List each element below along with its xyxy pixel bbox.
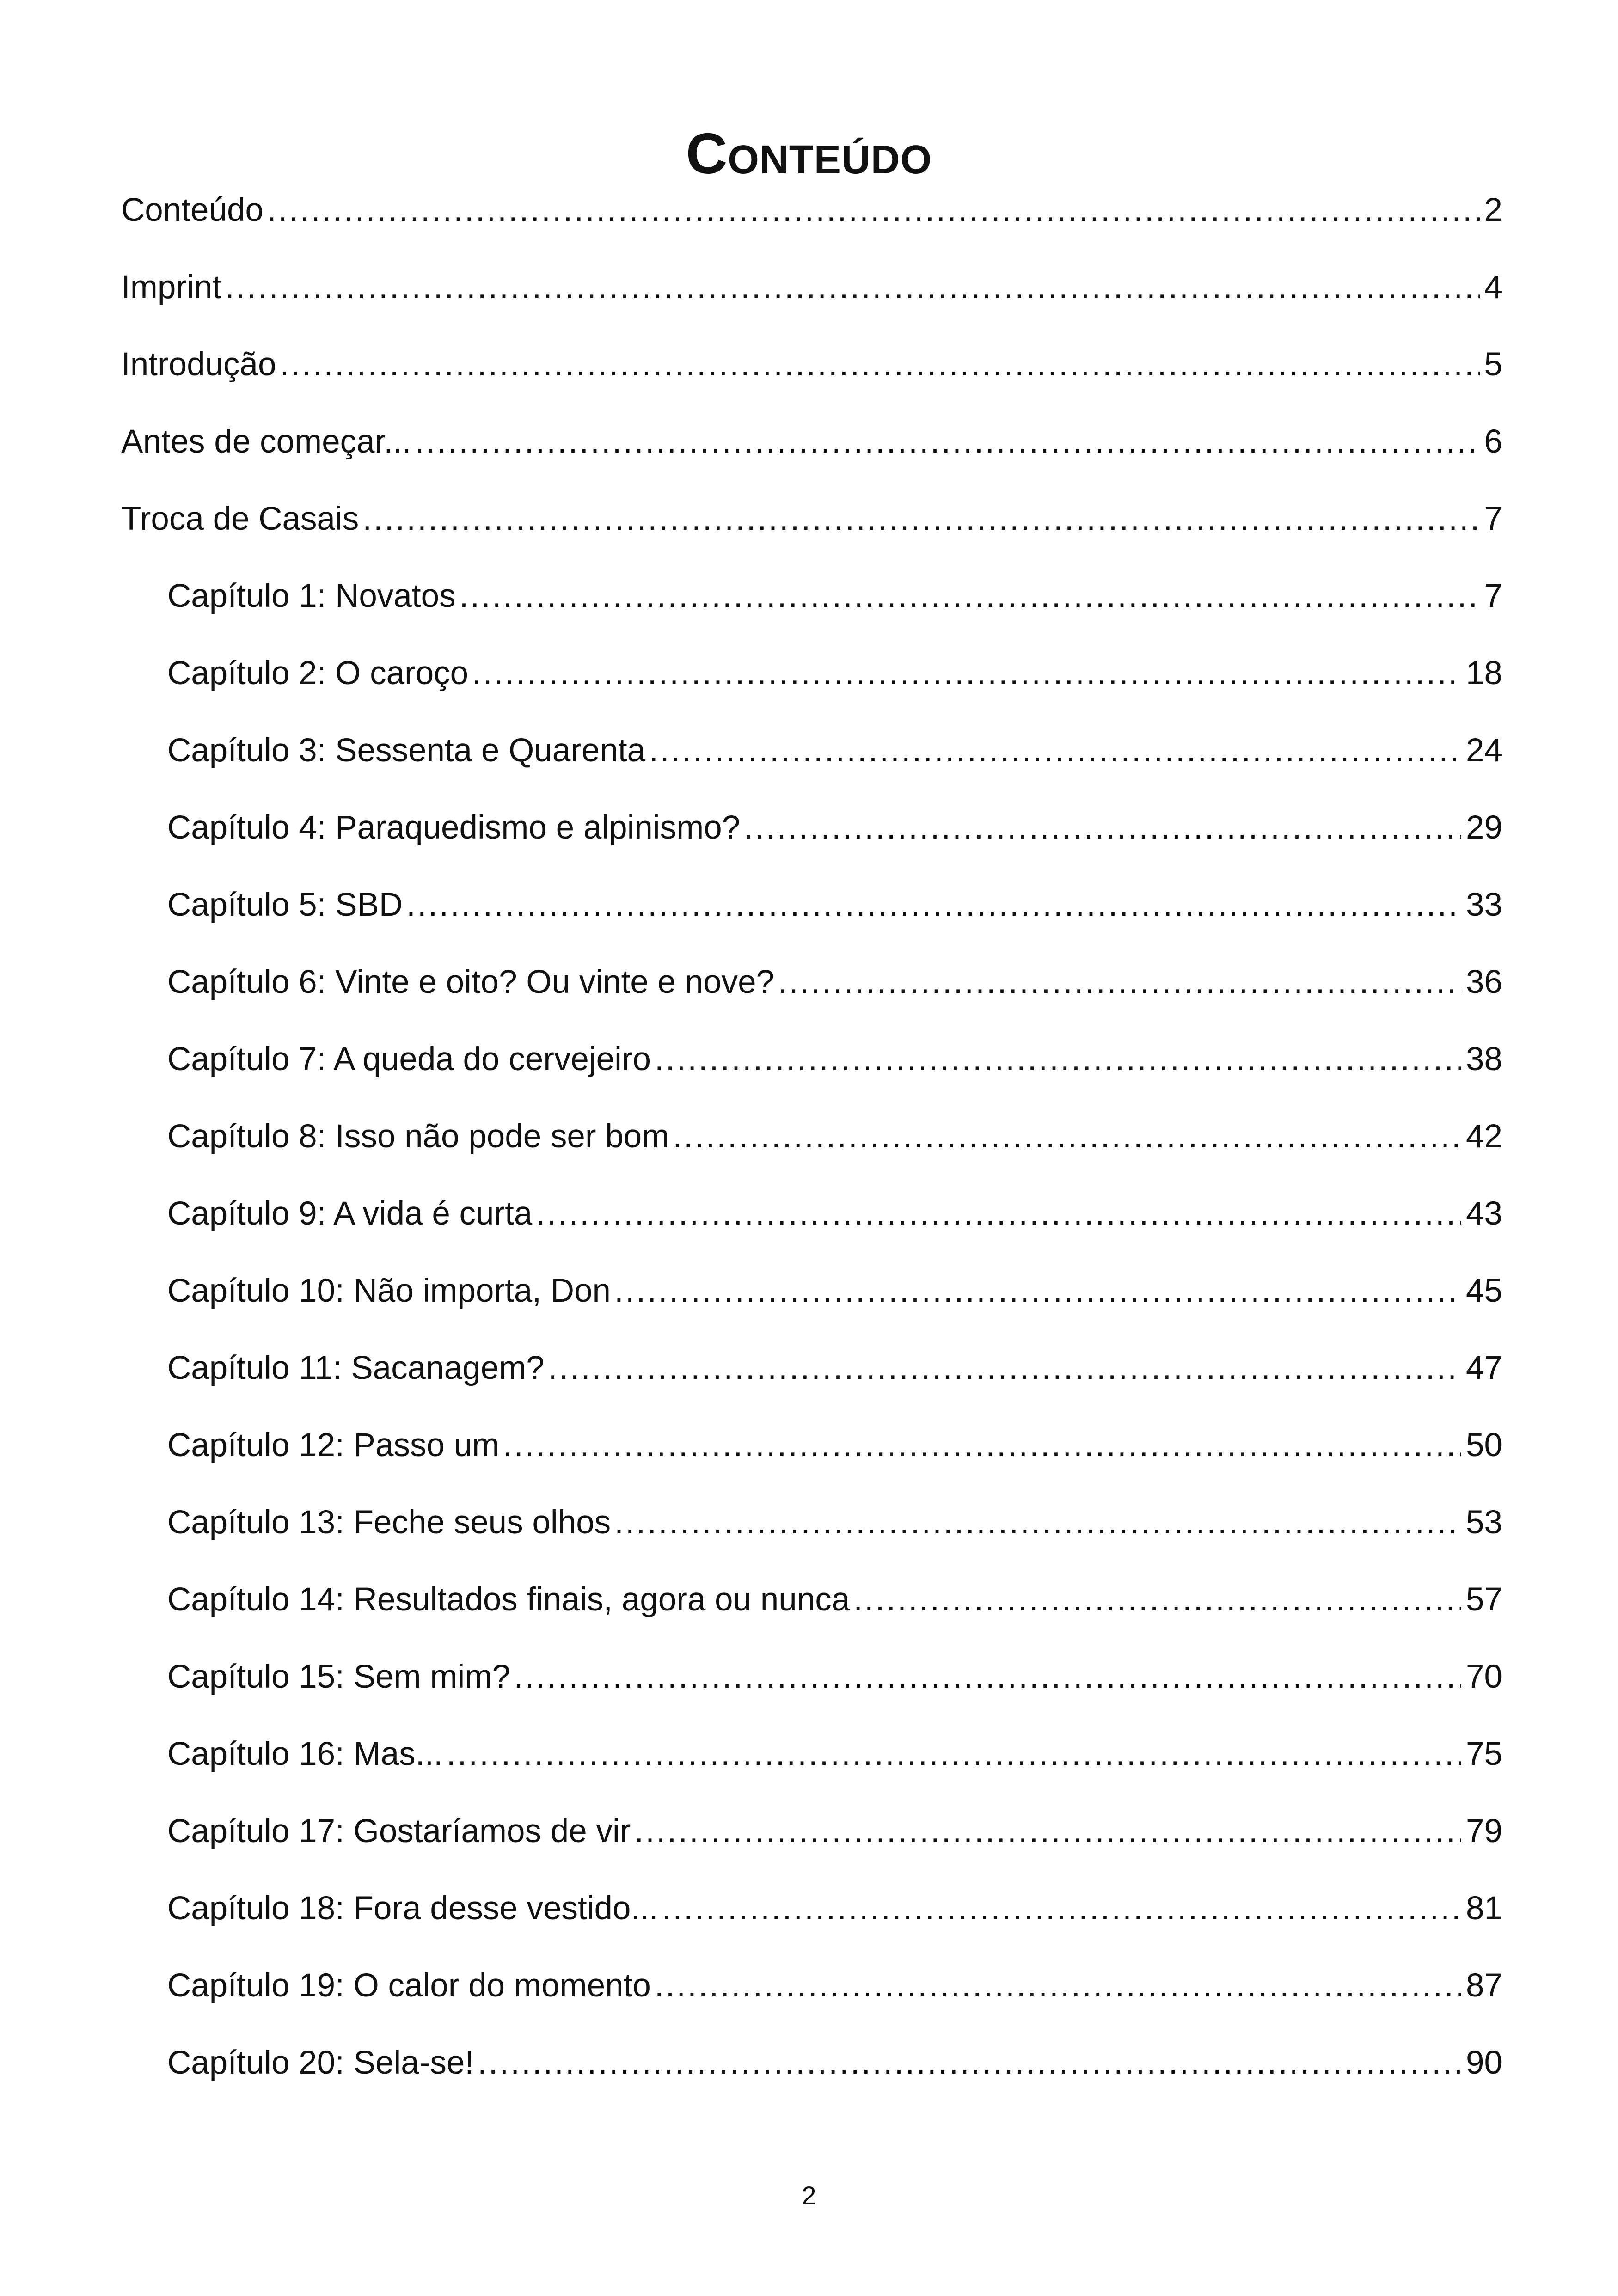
dot-leader xyxy=(415,419,1480,465)
toc-entry[interactable] xyxy=(167,1345,1502,1391)
dot-leader xyxy=(472,650,1461,697)
toc-entry-page: 45 xyxy=(1466,1273,1502,1309)
toc-entry[interactable] xyxy=(167,1654,1502,1700)
toc-entry-label: Capítulo 12: Passo um xyxy=(167,1427,500,1463)
toc-entry-page: 43 xyxy=(1466,1195,1502,1232)
toc-entry[interactable] xyxy=(167,1886,1502,1932)
toc-entry[interactable] xyxy=(167,1577,1502,1623)
toc-entry-page: 7 xyxy=(1484,578,1502,614)
toc-entry[interactable] xyxy=(167,728,1502,774)
toc-entry-page: 79 xyxy=(1466,1813,1502,1849)
dot-leader xyxy=(655,1963,1461,2009)
dot-leader xyxy=(225,264,1480,311)
toc-entry[interactable] xyxy=(167,1963,1502,2009)
dot-leader xyxy=(548,1345,1461,1391)
toc-entry[interactable] xyxy=(167,1500,1502,1546)
dot-leader xyxy=(460,573,1480,619)
toc-entry-label: Capítulo 8: Isso não pode ser bom xyxy=(167,1118,669,1155)
toc-entry-page: 4 xyxy=(1484,269,1502,306)
toc-entry-page: 87 xyxy=(1466,1967,1502,2004)
toc-entry-page: 18 xyxy=(1466,655,1502,692)
toc-entry-label: Capítulo 6: Vinte e oito? Ou vinte e nove? xyxy=(167,964,775,1000)
toc-entry-page: 50 xyxy=(1466,1427,1502,1463)
dot-leader xyxy=(614,1268,1461,1314)
toc-entry-page: 38 xyxy=(1466,1041,1502,1078)
toc-entry-label: Capítulo 15: Sem mim? xyxy=(167,1659,510,1695)
toc-entry-page: 33 xyxy=(1466,887,1502,923)
toc-entry[interactable] xyxy=(167,1191,1502,1237)
toc-entry[interactable] xyxy=(167,1422,1502,1469)
toc-entry-page: 75 xyxy=(1466,1736,1502,1772)
dot-leader xyxy=(447,1731,1461,1777)
footer-page-number: 2 xyxy=(802,2181,816,2210)
toc-entry[interactable] xyxy=(121,264,1502,311)
toc-entry-page: 29 xyxy=(1466,809,1502,846)
toc-entry-label: Capítulo 4: Paraquedismo e alpinismo? xyxy=(167,809,741,846)
toc-entry-label: Capítulo 20: Sela-se! xyxy=(167,2045,474,2081)
toc-entry[interactable] xyxy=(167,650,1502,697)
toc-entry[interactable] xyxy=(167,2040,1502,2086)
toc-entry-page: 42 xyxy=(1466,1118,1502,1155)
toc-entry-label: Introdução xyxy=(121,346,276,383)
toc-entry[interactable] xyxy=(167,1036,1502,1083)
toc-entry-page: 36 xyxy=(1466,964,1502,1000)
dot-leader xyxy=(673,1114,1461,1160)
toc-entry-label: Capítulo 9: A vida é curta xyxy=(167,1195,533,1232)
dot-leader xyxy=(649,728,1461,774)
toc-entry-label: Capítulo 10: Não importa, Don xyxy=(167,1273,611,1309)
dot-leader xyxy=(478,2040,1461,2086)
toc-entry-page: 57 xyxy=(1466,1581,1502,1618)
toc-entry[interactable] xyxy=(167,1268,1502,1314)
toc-entry-page: 47 xyxy=(1466,1350,1502,1386)
toc-entry-page: 90 xyxy=(1466,2045,1502,2081)
toc-entry-page: 70 xyxy=(1466,1659,1502,1695)
toc-entry-label: Imprint xyxy=(121,269,221,306)
toc-entry-label: Capítulo 1: Novatos xyxy=(167,578,456,614)
toc-entry-label: Capítulo 17: Gostaríamos de vir xyxy=(167,1813,631,1849)
dot-leader xyxy=(362,496,1479,542)
dot-leader xyxy=(655,1036,1461,1083)
dot-leader xyxy=(514,1654,1461,1700)
dot-leader xyxy=(614,1500,1461,1546)
toc-entry-label: Capítulo 11: Sacanagem? xyxy=(167,1350,545,1386)
dot-leader xyxy=(503,1422,1461,1469)
toc-entry[interactable] xyxy=(121,187,1502,233)
dot-leader xyxy=(853,1577,1461,1623)
dot-leader xyxy=(778,959,1461,1005)
toc-entry-label: Capítulo 2: O caroço xyxy=(167,655,469,692)
toc-entry-label: Capítulo 13: Feche seus olhos xyxy=(167,1504,611,1541)
toc-entry-label: Conteúdo xyxy=(121,192,264,228)
toc-entry-page: 6 xyxy=(1484,423,1502,460)
toc-entry-page: 53 xyxy=(1466,1504,1502,1541)
dot-leader xyxy=(662,1886,1461,1932)
toc-entry-label: Antes de começar... xyxy=(121,423,411,460)
toc-entry-label: Capítulo 3: Sessenta e Quarenta xyxy=(167,732,646,769)
toc-entry-page: 81 xyxy=(1466,1890,1502,1927)
toc-entry-label: Capítulo 14: Resultados finais, agora ou nunca xyxy=(167,1581,850,1618)
toc-entry[interactable] xyxy=(167,805,1502,851)
toc-entry-page: 5 xyxy=(1484,346,1502,383)
toc-entry[interactable] xyxy=(121,419,1502,465)
toc-entry-page: 2 xyxy=(1484,192,1502,228)
dot-leader xyxy=(280,342,1480,388)
toc-entry[interactable] xyxy=(121,496,1502,542)
toc-entry[interactable] xyxy=(167,573,1502,619)
toc-entry[interactable] xyxy=(167,1731,1502,1777)
toc-entry[interactable] xyxy=(167,882,1502,928)
toc-entry-label: Troca de Casais xyxy=(121,501,359,537)
toc-entry[interactable] xyxy=(167,959,1502,1005)
toc-entry-label: Capítulo 19: O calor do momento xyxy=(167,1967,651,2004)
dot-leader xyxy=(634,1808,1461,1855)
toc-entry-page: 7 xyxy=(1484,501,1502,537)
toc-entry[interactable] xyxy=(121,342,1502,388)
page-title: Conteúdo xyxy=(686,122,932,186)
dot-leader xyxy=(744,805,1461,851)
toc-entry-label: Capítulo 18: Fora desse vestido... xyxy=(167,1890,658,1927)
toc-entry-page: 24 xyxy=(1466,732,1502,769)
toc-entry[interactable] xyxy=(167,1114,1502,1160)
toc-entry[interactable] xyxy=(167,1808,1502,1855)
toc-entry-label: Capítulo 16: Mas... xyxy=(167,1736,443,1772)
dot-leader xyxy=(267,187,1480,233)
dot-leader xyxy=(536,1191,1461,1237)
dot-leader xyxy=(406,882,1461,928)
toc-entry-label: Capítulo 5: SBD xyxy=(167,887,403,923)
toc-entry-label: Capítulo 7: A queda do cervejeiro xyxy=(167,1041,651,1078)
